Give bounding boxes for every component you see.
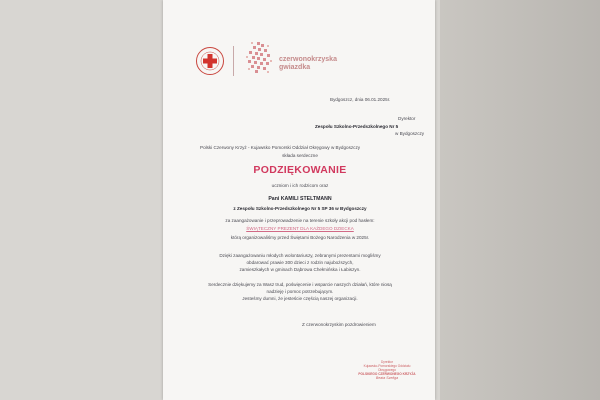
paragraph-2-line-3: zamieszkałych w gminach Dąbrowa Chełmińska i Łabiszyn. [239,267,361,272]
brand-line-1: czerwonokrzyska [279,56,337,63]
recipient-city: w Bydgoszczy [395,131,425,136]
paragraph-3-line-1: Serdecznie dziękujemy za Wasz trud, poświęcenie i wsparcie naszych działań, które niosą [208,282,392,287]
recipient-organization: Zespołu Szkolno-Przedszkolnego Nr 5 [315,124,399,129]
organized-line: którą organizowaliśmy przed Świętami Bożego Narodzenia w 2025r. [230,235,370,240]
red-cross-seal-icon [195,46,225,76]
signature-stamp [355,360,419,394]
paragraph-2-line-2: obdarować prawie 300 dzieci z rodzin najuboższych, [246,260,354,265]
document-heading: PODZIĘKOWANIE [253,164,347,176]
stamp-line-3: POLSKIEGO CZERWONEGO KRZYŻA [358,372,416,376]
paragraph-3-line-3: Jesteśmy dumni, że jesteście częścią naszej organizacji. [242,296,358,301]
stamp-line-1: Dyrektor [380,360,394,364]
stamp-line-2: Kujawsko-Pomorskiego Oddziału Okręgowego [363,364,411,372]
logo-area [195,40,337,80]
brand-line-2: gwiazdka [279,64,311,71]
background-surface [440,0,600,400]
honoree-name: Pani KAMILI STELTMANN [268,196,332,202]
stamp-line-4: Beata Szeliga [375,376,399,380]
logo-divider [233,46,234,76]
sender-line: Polski Czerwony Krzyż - Kujawsko Pomorski Oddział Okręgowy w Bydgoszczy [200,145,361,150]
students-line: uczniom i ich rodzicom oraz [271,183,329,188]
closing-line: Z czerwonokrzyskim pozdrowieniem [302,322,376,327]
action-name: ŚWIĄTECZNY PREZENT DLA KAŻDEGO DZIECKA [246,226,354,231]
paragraph-3-line-2: nadzieję i pomoc potrzebującym. [266,289,334,294]
action-intro: za zaangażowanie i przeprowadzenie na terenie szkoły akcji pod hasłem: [225,218,375,223]
school-line: z Zespołu Szkolno-Przedszkolnego Nr 5 SP 36 w Bydgoszczy [233,206,367,211]
star-pattern-icon [245,40,275,76]
recipient-title: Dyrektor [398,116,416,121]
date-line: Bydgoszcz, dnia 06.01.2025r. [330,97,391,102]
paragraph-2-line-1: Dzięki zaangażowaniu młodych wolontariuszy, zebranymi prezentami mogliśmy [219,253,381,258]
intro-line: składa serdeczne [282,153,318,158]
brand-wordmark [279,56,337,72]
